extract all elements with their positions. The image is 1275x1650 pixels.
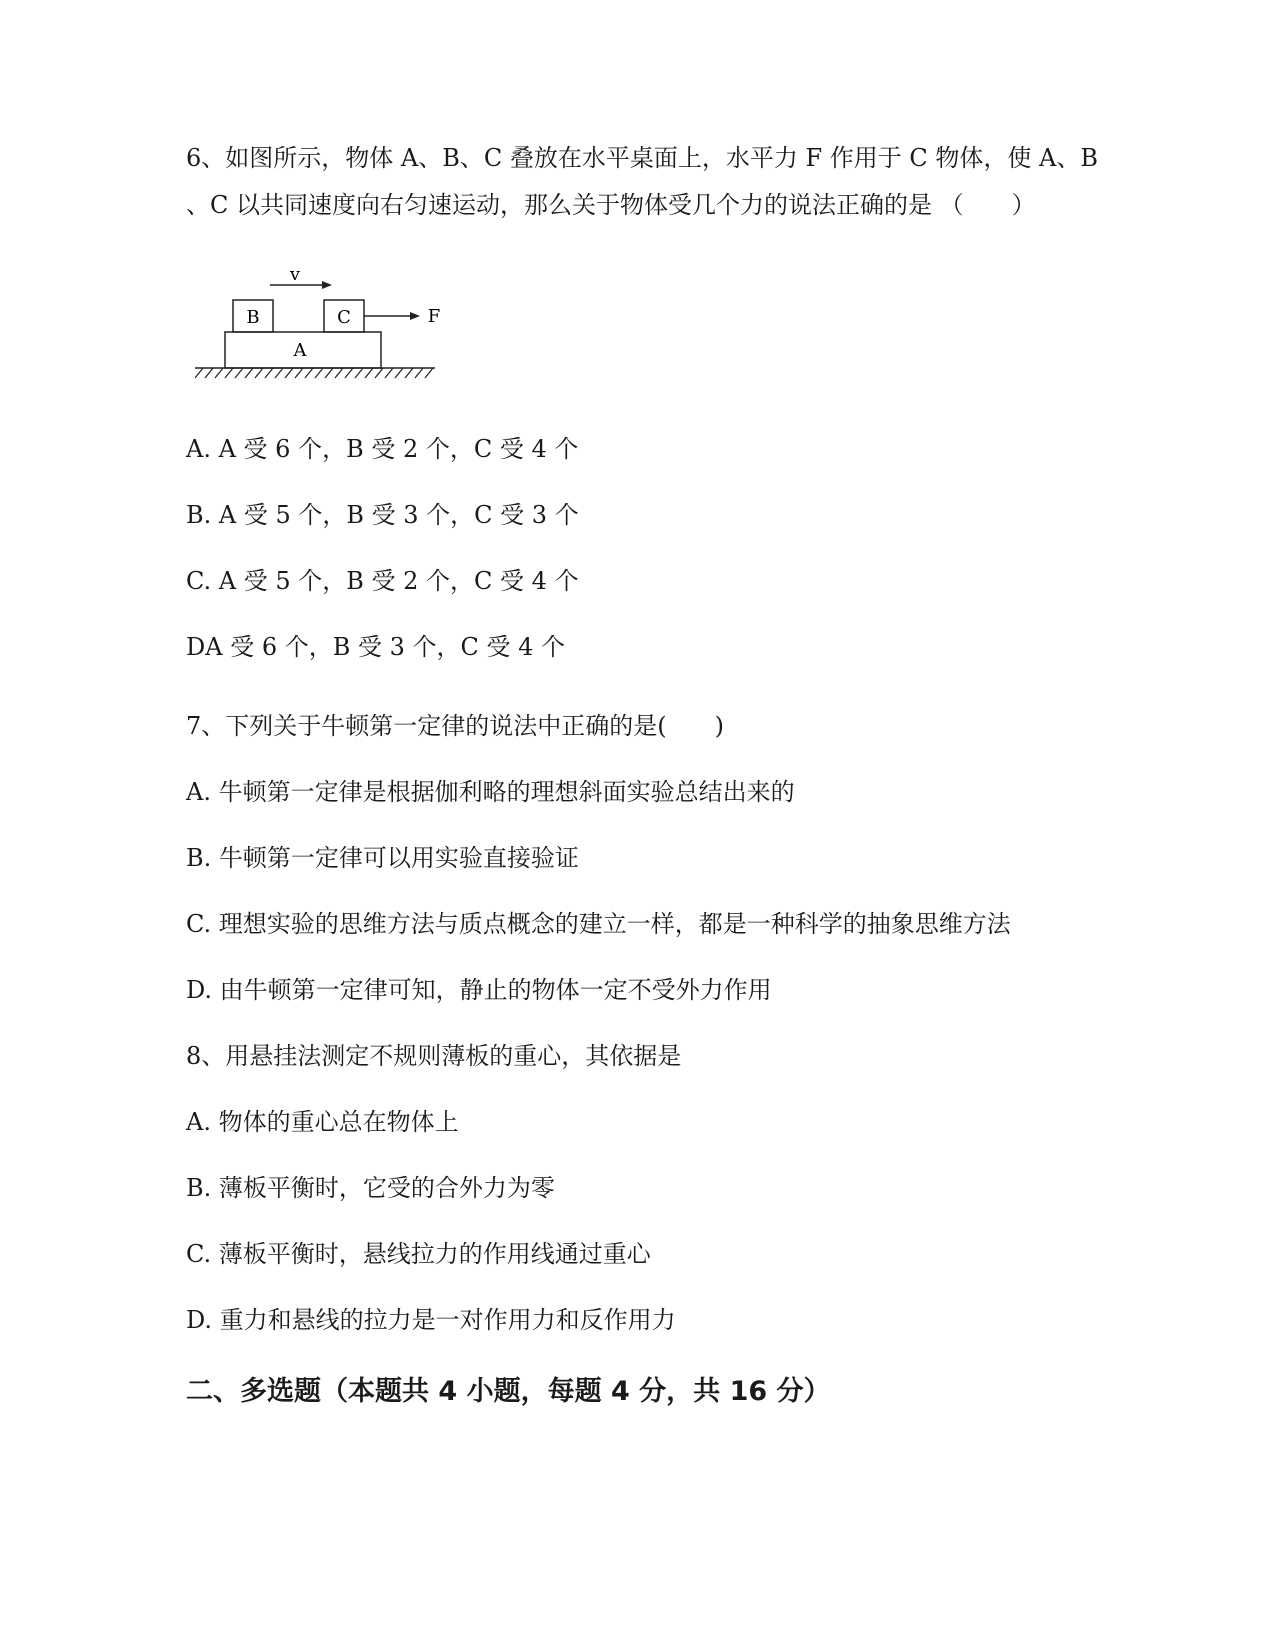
q6-stem-line-2: 、C 以共同速度向右匀速运动，那么关于物体受几个力的说法正确的是 （ ） xyxy=(186,191,1036,219)
q6-stem-line-1: 6、如图所示，物体 A、B、C 叠放在水平桌面上，水平力 F 作用于 C 物体，使 A、B xyxy=(186,144,1098,172)
force-label: F xyxy=(427,306,441,327)
q6-block-diagram xyxy=(195,270,465,400)
q7-option-d: D. 由牛顿第一定律可知，静止的物体一定不受外力作用 xyxy=(186,976,772,1004)
block-b-label: B xyxy=(246,307,260,328)
block-c-label: C xyxy=(337,307,351,328)
section-2-heading: 二、多选题（本题共 4 小题，每题 4 分，共 16 分） xyxy=(186,1376,831,1407)
q8-option-c: C. 薄板平衡时，悬线拉力的作用线通过重心 xyxy=(186,1240,651,1268)
q8-option-d: D. 重力和悬线的拉力是一对作用力和反作用力 xyxy=(186,1306,676,1334)
velocity-label: v xyxy=(289,270,301,285)
q8-option-b: B. 薄板平衡时，它受的合外力为零 xyxy=(186,1174,555,1202)
q7-option-c: C. 理想实验的思维方法与质点概念的建立一样，都是一种科学的抽象思维方法 xyxy=(186,910,1011,938)
q8-stem: 8、用悬挂法测定不规则薄板的重心，其依据是 xyxy=(186,1042,682,1070)
ground-hatching xyxy=(195,368,433,378)
q7-option-b: B. 牛顿第一定律可以用实验直接验证 xyxy=(186,844,579,872)
velocity-arrowhead xyxy=(322,281,332,289)
force-arrowhead xyxy=(410,312,420,320)
q6-option-b: B. A 受 5 个，B 受 3 个，C 受 3 个 xyxy=(186,501,579,529)
q6-option-a: A. A 受 6 个，B 受 2 个，C 受 4 个 xyxy=(186,435,579,463)
block-a-label: A xyxy=(293,340,307,361)
q7-stem: 7、下列关于牛顿第一定律的说法中正确的是( ) xyxy=(186,712,724,740)
q6-option-d: DA 受 6 个，B 受 3 个，C 受 4 个 xyxy=(186,633,566,661)
q6-option-c: C. A 受 5 个，B 受 2 个，C 受 4 个 xyxy=(186,567,579,595)
q8-option-a: A. 物体的重心总在物体上 xyxy=(186,1108,459,1136)
q7-option-a: A. 牛顿第一定律是根据伽利略的理想斜面实验总结出来的 xyxy=(186,778,795,806)
